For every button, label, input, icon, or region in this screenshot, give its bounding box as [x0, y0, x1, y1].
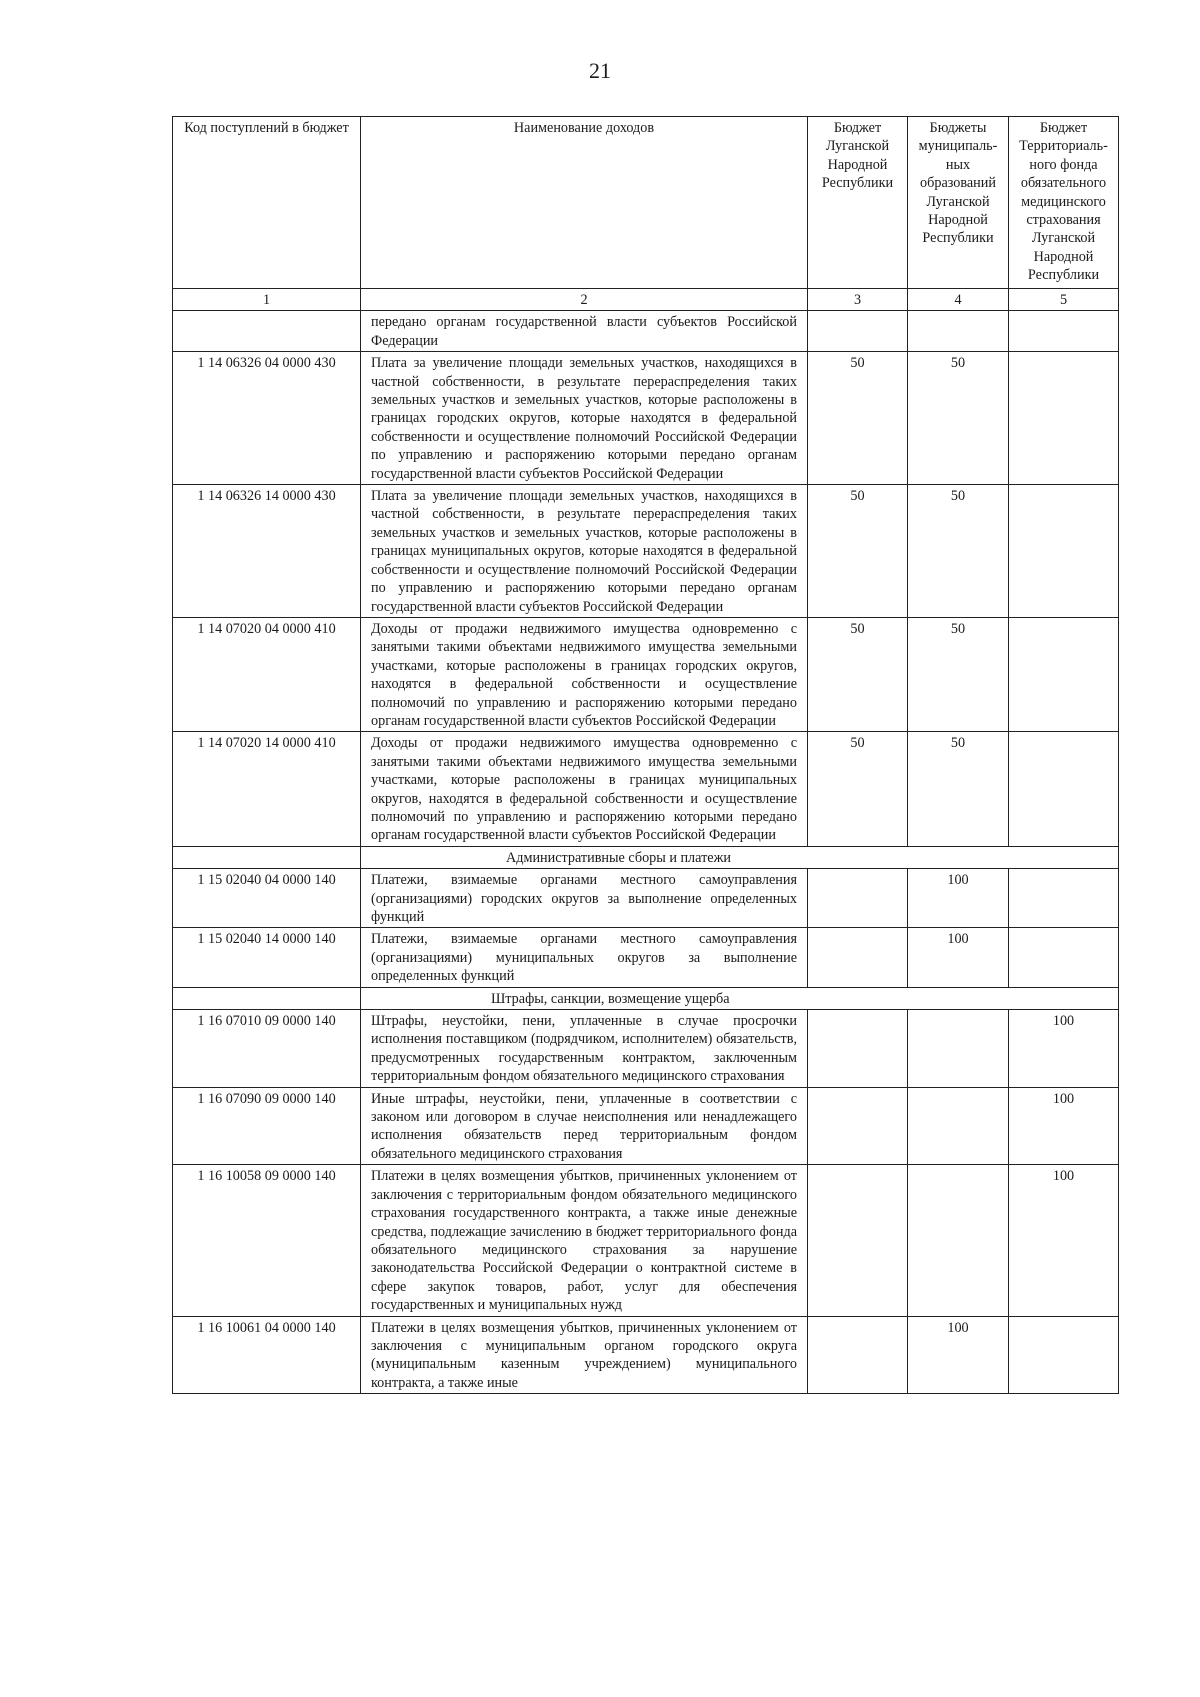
row-value-republic: [808, 311, 908, 352]
page-number: 21: [589, 58, 611, 83]
row-value-municipal: 50: [908, 352, 1009, 485]
table-row: [173, 352, 1119, 485]
row-code: 1 15 02040 04 0000 140: [173, 869, 361, 928]
row-value-republic: [808, 928, 908, 987]
row-value-medical-fund: [1009, 869, 1119, 928]
row-value-municipal: [908, 311, 1009, 352]
row-value-medical-fund: [1009, 732, 1119, 846]
row-code: 1 16 10061 04 0000 140: [173, 1316, 361, 1394]
column-number-row: [173, 289, 1119, 311]
section-title: Административные сборы и платежи: [361, 846, 1119, 868]
section-row: [173, 987, 1119, 1009]
table-row: [173, 1087, 1119, 1165]
row-code: 1 14 07020 14 0000 410: [173, 732, 361, 846]
row-value-republic: [808, 869, 908, 928]
row-value-medical-fund: [1009, 485, 1119, 618]
section-spacer: [173, 846, 361, 868]
row-code: [173, 311, 361, 352]
header-row: [173, 117, 1119, 289]
table-row: [173, 928, 1119, 987]
row-value-republic: [808, 1010, 908, 1088]
column-number: 4: [908, 289, 1009, 311]
row-name: Доходы от продажи недвижимого имущества одновременно с занятыми такими объектами недвижимого имущества земельными участками, которые расположены в границах муниципальных округов, находятся в федеральной собственности и осуществление полномочий по управлению и распоряжению которыми передано органам государственной власти субъектов Российской Федерации: [361, 732, 808, 846]
row-value-municipal: 50: [908, 732, 1009, 846]
row-value-republic: [808, 1165, 908, 1316]
column-number: 1: [173, 289, 361, 311]
row-value-medical-fund: 100: [1009, 1087, 1119, 1165]
row-value-municipal: 50: [908, 617, 1009, 731]
header-medical-fund-budget: Бюджет Территориаль-ного фонда обязательного медицинского страхования Луганской Народной Республики: [1009, 117, 1119, 289]
table-row: [173, 732, 1119, 846]
row-value-medical-fund: [1009, 352, 1119, 485]
row-name: передано органам государственной власти субъектов Российской Федерации: [361, 311, 808, 352]
row-value-republic: 50: [808, 352, 908, 485]
row-value-municipal: 50: [908, 485, 1009, 618]
row-value-republic: 50: [808, 617, 908, 731]
row-value-medical-fund: 100: [1009, 1165, 1119, 1316]
row-value-medical-fund: [1009, 311, 1119, 352]
row-code: 1 14 06326 14 0000 430: [173, 485, 361, 618]
header-code: Код поступлений в бюджет: [173, 117, 361, 289]
table-row: [173, 869, 1119, 928]
row-value-municipal: [908, 1087, 1009, 1165]
row-code: 1 16 10058 09 0000 140: [173, 1165, 361, 1316]
section-row: [173, 846, 1119, 868]
row-code: 1 15 02040 14 0000 140: [173, 928, 361, 987]
section-title: Штрафы, санкции, возмещение ущерба: [361, 987, 1119, 1009]
row-value-republic: [808, 1316, 908, 1394]
row-value-medical-fund: [1009, 1316, 1119, 1394]
row-name: Доходы от продажи недвижимого имущества одновременно с занятыми такими объектами недвижимого имущества земельными участками, которые расположены в границах городских округов, находятся в федеральной собственности и осуществление полномочий по управлению и распоряжению которыми передано органам государственной власти субъектов Российской Федерации: [361, 617, 808, 731]
row-name: Платежи, взимаемые органами местного самоуправления (организациями) городских округов за выполнение определенных функций: [361, 869, 808, 928]
row-name: Платежи в целях возмещения убытков, причиненных уклонением от заключения с территориальным фондом обязательного медицинского страхования государственного контракта, а также иные денежные средства, подлежащие зачислению в бюджет территориального фонда обязательного медицинского страхования за нарушение законодательства Российской Федерации о контрактной системе в сфере закупок товаров, работ, услуг для обеспечения государственных и муниципальных нужд: [361, 1165, 808, 1316]
row-name: Платежи в целях возмещения убытков, причиненных уклонением от заключения с муниципальным органом городского округа (муниципальным казенным учреждением) муниципального контракта, а также иные: [361, 1316, 808, 1394]
row-value-medical-fund: [1009, 928, 1119, 987]
row-name: Платежи, взимаемые органами местного самоуправления (организациями) муниципальных округов за выполнение определенных функций: [361, 928, 808, 987]
table-row: [173, 311, 1119, 352]
row-value-republic: 50: [808, 732, 908, 846]
row-code: 1 16 07090 09 0000 140: [173, 1087, 361, 1165]
header-republic-budget: Бюджет Луганской Народной Республики: [808, 117, 908, 289]
row-value-medical-fund: 100: [1009, 1010, 1119, 1088]
row-name: Плата за увеличение площади земельных участков, находящихся в частной собственности, в результате перераспределения таких земельных участков и земельных участков, которые расположены в границах городских округов, которые находятся в федеральной собственности и осуществление полномочий Российской Федерации по управлению и распоряжению которыми передано органам государственной власти субъектов Российской Федерации: [361, 352, 808, 485]
row-value-municipal: 100: [908, 1316, 1009, 1394]
row-code: 1 14 07020 04 0000 410: [173, 617, 361, 731]
column-number: 5: [1009, 289, 1119, 311]
header-municipal-budgets: Бюджеты муниципаль-ных образований Луганской Народной Республики: [908, 117, 1009, 289]
row-value-municipal: 100: [908, 869, 1009, 928]
table-row: [173, 617, 1119, 731]
row-name: Иные штрафы, неустойки, пени, уплаченные в соответствии с законом или договором в случае неисполнения или ненадлежащего исполнения обязательств перед территориальным фондом обязательного медицинского страхования: [361, 1087, 808, 1165]
row-value-republic: 50: [808, 485, 908, 618]
row-name: Штрафы, неустойки, пени, уплаченные в случае просрочки исполнения поставщиком (подрядчиком, исполнителем) обязательств, предусмотренных государственным контрактом, заключенным территориальным фондом обязательного медицинского страхования: [361, 1010, 808, 1088]
table-row: [173, 485, 1119, 618]
row-code: 1 16 07010 09 0000 140: [173, 1010, 361, 1088]
row-name: Плата за увеличение площади земельных участков, находящихся в частной собственности, в результате перераспределения таких земельных участков и земельных участков, которые расположены в границах муниципальных округов, которые находятся в федеральной собственности и осуществление полномочий Российской Федерации по управлению и распоряжению которыми передано органам государственной власти субъектов Российской Федерации: [361, 485, 808, 618]
row-value-municipal: [908, 1010, 1009, 1088]
row-value-municipal: 100: [908, 928, 1009, 987]
column-number: 3: [808, 289, 908, 311]
row-value-medical-fund: [1009, 617, 1119, 731]
row-value-municipal: [908, 1165, 1009, 1316]
revenue-table: [172, 116, 1119, 1394]
row-code: 1 14 06326 04 0000 430: [173, 352, 361, 485]
table-row: [173, 1010, 1119, 1088]
column-number: 2: [361, 289, 808, 311]
row-value-republic: [808, 1087, 908, 1165]
section-spacer: [173, 987, 361, 1009]
header-name: Наименование доходов: [361, 117, 808, 289]
table-row: [173, 1316, 1119, 1394]
table-row: [173, 1165, 1119, 1316]
